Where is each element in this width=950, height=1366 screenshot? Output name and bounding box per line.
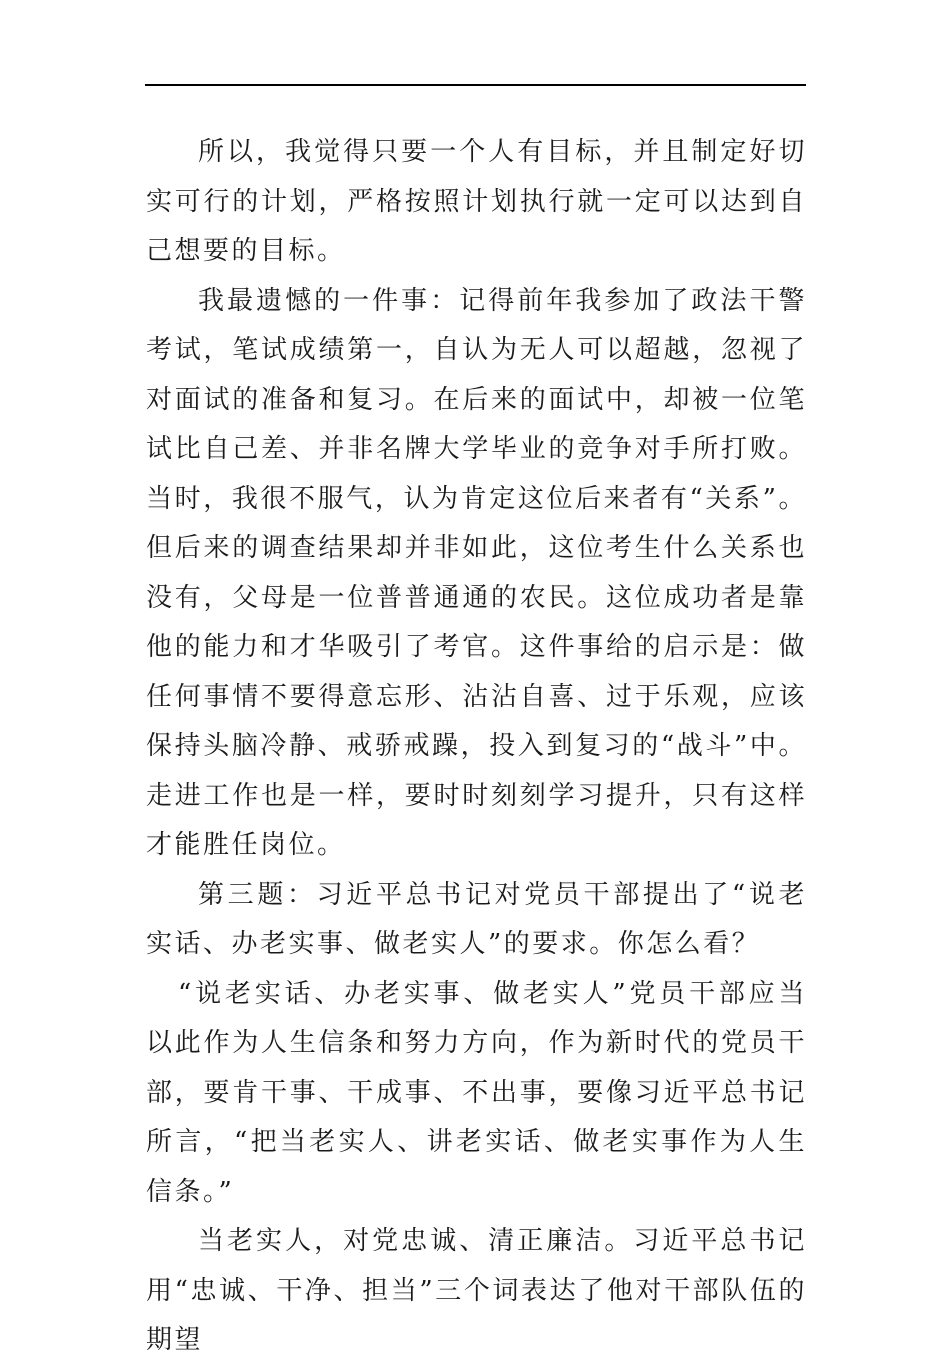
document-body: [146, 128, 807, 1366]
header-rule: [145, 84, 806, 86]
paragraph-answer-intro: “说老实话、办老实事、做老实人”党员干部应当以此作为人生信条和努力方向，作为新时代的党员干部，要肯干事、干成事、不出事，要像习近平总书记所言，“把当老实人、讲老实话、做老实事作为人生信条。”: [146, 978, 807, 1207]
paragraph-conclusion: 所以，我觉得只要一个人有目标，并且制定好切实可行的计划，严格按照计划执行就一定可以达到自己想要的目标。: [146, 137, 807, 266]
paragraph-question-three: 第三题：习近平总书记对党员干部提出了“说老实话、办老实事、做老实人”的要求。你怎么看？: [146, 879, 807, 959]
paragraph-regret: 我最遗憾的一件事：记得前年我参加了政法干警考试，笔试成绩第一，自认为无人可以超越，忽视了对面试的准备和复习。在后来的面试中，却被一位笔试比自己差、并非名牌大学毕业的竞争对手所打败。当时，我很不服气，认为肯定这位后来者有“关系”。但后来的调查结果却并非如此，这位考生什么关系也没有，父母是一位普普通通的农民。这位成功者是靠他的能力和才华吸引了考官。这件事给的启示是：做任何事情不要得意忘形、沾沾自喜、过于乐观，应该保持头脑冷静、戒骄戒躁，投入到复习的“战斗”中。走进工作也是一样，要时时刻刻学习提升，只有这样才能胜任岗位。: [146, 285, 807, 860]
paragraph-honest-person: 当老实人，对党忠诚、清正廉洁。习近平总书记用“忠诚、干净、担当”三个词表达了他对干部队伍的期望: [146, 1226, 807, 1355]
